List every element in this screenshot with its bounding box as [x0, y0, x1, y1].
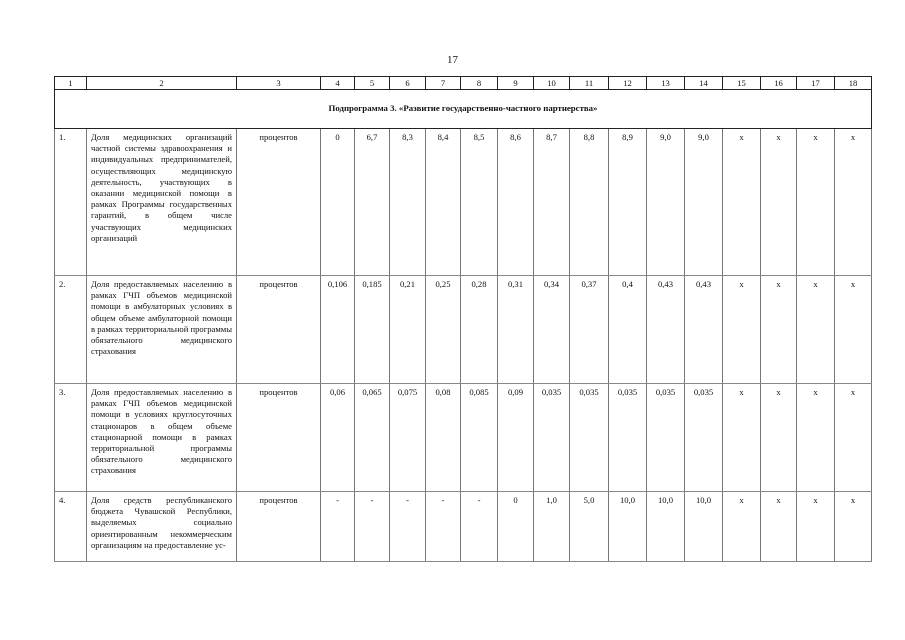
value-cell: 0,43 [685, 276, 723, 384]
value-cell: 0,08 [426, 384, 461, 492]
column-number: 18 [835, 77, 872, 90]
page-number: 17 [447, 54, 458, 66]
value-cell: 0,085 [461, 384, 498, 492]
value-cell: x [835, 492, 872, 562]
column-number: 8 [461, 77, 498, 90]
value-cell: 0,21 [390, 276, 426, 384]
value-cell: x [723, 129, 761, 276]
table-row [55, 129, 872, 276]
row-number: 3. [55, 384, 87, 492]
unit-cell: процентов [237, 384, 321, 492]
value-cell: 0,035 [570, 384, 609, 492]
value-cell: 0,035 [647, 384, 685, 492]
value-cell: 0 [498, 492, 534, 562]
value-cell: 0,185 [355, 276, 390, 384]
value-cell: 9,0 [647, 129, 685, 276]
value-cell: x [723, 492, 761, 562]
column-number: 5 [355, 77, 390, 90]
indicator-name: Доля средств республиканского бюджета Чувашской Республики, выделяемых социально ориентированным некоммерческим организациям на предоставление ус- [87, 492, 237, 562]
value-cell: 9,0 [685, 129, 723, 276]
row-number: 2. [55, 276, 87, 384]
column-number: 3 [237, 77, 321, 90]
value-cell: 0,31 [498, 276, 534, 384]
column-number: 13 [647, 77, 685, 90]
column-number: 6 [390, 77, 426, 90]
unit-cell: процентов [237, 129, 321, 276]
value-cell: x [835, 384, 872, 492]
table-row [55, 276, 872, 384]
indicator-name: Доля предоставляемых населению в рамках ГЧП объемов медицинской помощи в условиях круглосуточных стационаров в общем объеме стационарной помощи в рамках территориальной программы обязательного медицинского страхования [87, 384, 237, 492]
value-cell: 0,37 [570, 276, 609, 384]
column-number: 1 [55, 77, 87, 90]
value-cell: 8,4 [426, 129, 461, 276]
value-cell: 10,0 [647, 492, 685, 562]
column-number: 17 [797, 77, 835, 90]
value-cell: 0,035 [534, 384, 570, 492]
column-number: 10 [534, 77, 570, 90]
value-cell: 10,0 [685, 492, 723, 562]
value-cell: x [797, 492, 835, 562]
value-cell: 0,43 [647, 276, 685, 384]
column-number: 2 [87, 77, 237, 90]
column-number-row [55, 77, 872, 90]
value-cell: x [761, 129, 797, 276]
column-number: 11 [570, 77, 609, 90]
value-cell: 0,25 [426, 276, 461, 384]
indicator-name: Доля медицинских организаций частной системы здравоохранения и индивидуальных предпринимателей, осуществляющих медицинскую деятельность, участвующих в оказании медицинской помощи в рамках Программы государственных гарантий, в общем числе участвующих медицинских организаций [87, 129, 237, 276]
value-cell: x [761, 276, 797, 384]
value-cell: 0,09 [498, 384, 534, 492]
value-cell: 0,106 [321, 276, 355, 384]
value-cell: 8,8 [570, 129, 609, 276]
value-cell: 0,4 [609, 276, 647, 384]
value-cell: - [461, 492, 498, 562]
value-cell: 0,34 [534, 276, 570, 384]
value-cell: 8,9 [609, 129, 647, 276]
unit-cell: процентов [237, 276, 321, 384]
value-cell: 10,0 [609, 492, 647, 562]
table-row [55, 492, 872, 562]
value-cell: x [723, 276, 761, 384]
value-cell: 8,3 [390, 129, 426, 276]
column-number: 4 [321, 77, 355, 90]
column-number: 7 [426, 77, 461, 90]
table-row [55, 384, 872, 492]
value-cell: x [835, 129, 872, 276]
column-number: 15 [723, 77, 761, 90]
value-cell: - [355, 492, 390, 562]
value-cell: - [321, 492, 355, 562]
value-cell: 0,035 [685, 384, 723, 492]
column-number: 12 [609, 77, 647, 90]
value-cell: 8,5 [461, 129, 498, 276]
value-cell: x [835, 276, 872, 384]
value-cell: 0,035 [609, 384, 647, 492]
column-number: 14 [685, 77, 723, 90]
value-cell: - [426, 492, 461, 562]
subprogram-title: Подпрограмма 3. «Развитие государственно-частного партнерства» [55, 90, 872, 129]
value-cell: - [390, 492, 426, 562]
indicator-name: Доля предоставляемых населению в рамках ГЧП объемов медицинской помощи в амбулаторных условиях в общем объеме амбулаторной помощи в рамках территориальной программы обязательного медицинского страхования [87, 276, 237, 384]
column-number: 9 [498, 77, 534, 90]
subprogram-header-row [55, 90, 872, 129]
value-cell: x [797, 276, 835, 384]
value-cell: x [761, 492, 797, 562]
value-cell: x [797, 129, 835, 276]
value-cell: x [723, 384, 761, 492]
row-number: 1. [55, 129, 87, 276]
unit-cell: процентов [237, 492, 321, 562]
value-cell: 6,7 [355, 129, 390, 276]
value-cell: 8,7 [534, 129, 570, 276]
row-number: 4. [55, 492, 87, 562]
indicators-table [54, 76, 872, 562]
value-cell: 0,075 [390, 384, 426, 492]
value-cell: 1,0 [534, 492, 570, 562]
value-cell: 0,06 [321, 384, 355, 492]
column-number: 16 [761, 77, 797, 90]
value-cell: x [761, 384, 797, 492]
value-cell: 0,065 [355, 384, 390, 492]
value-cell: 8,6 [498, 129, 534, 276]
value-cell: x [797, 384, 835, 492]
value-cell: 5,0 [570, 492, 609, 562]
value-cell: 0,28 [461, 276, 498, 384]
value-cell: 0 [321, 129, 355, 276]
